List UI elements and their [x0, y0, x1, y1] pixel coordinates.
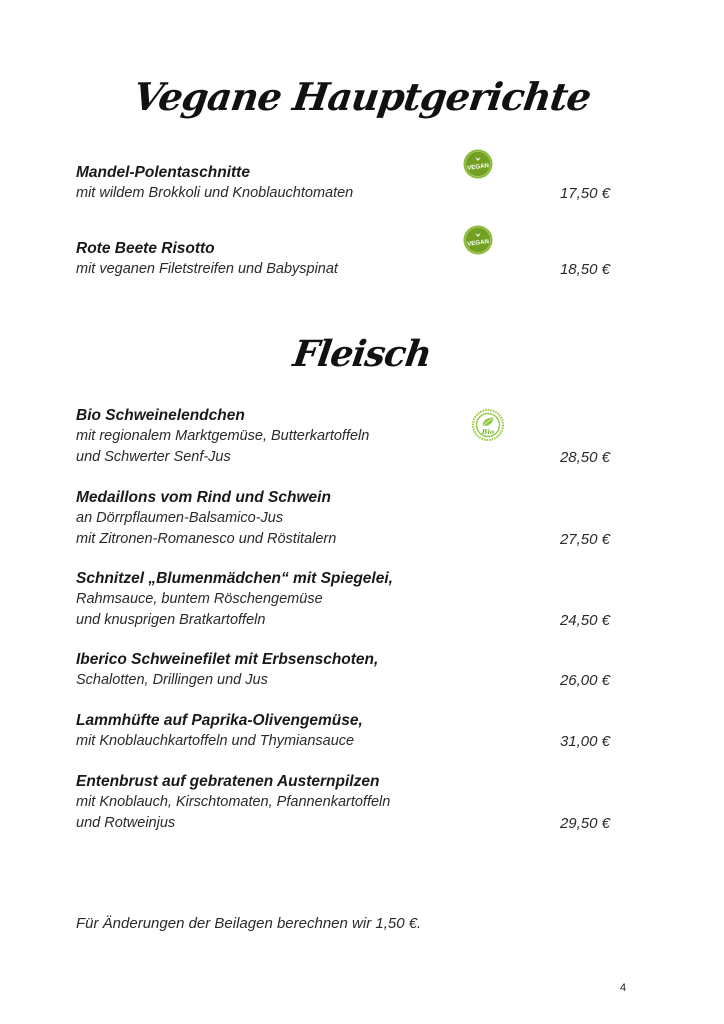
- vegan-badge-icon: [463, 149, 493, 179]
- item-price: 28,50 €: [559, 449, 610, 466]
- item-name: Rote Beete Risotto: [76, 240, 215, 257]
- menu-item: [76, 487, 610, 550]
- item-price: 31,00 €: [559, 733, 610, 750]
- item-description: und knusprigen Bratkartoffeln: [76, 612, 266, 628]
- item-description: und Rotweinjus: [76, 815, 176, 831]
- item-description: mit Zitronen-Romanesco und Röstitalern: [76, 531, 337, 547]
- menu-item: [76, 771, 610, 834]
- menu-item: [76, 568, 610, 631]
- item-price: 18,50 €: [559, 261, 610, 278]
- side-dish-change-note: Für Änderungen der Beilagen berechnen wir 1,50 €.: [76, 915, 422, 932]
- svg-text:VEGAN: VEGAN: [466, 237, 490, 248]
- item-description: mit Knoblauchkartoffeln und Thymiansauce: [76, 733, 355, 749]
- item-price: 17,50 €: [559, 185, 610, 202]
- bio-badge-icon: [472, 409, 504, 441]
- menu-item: [76, 162, 610, 204]
- vegan-badge-icon: [463, 225, 493, 255]
- item-name: Medaillons vom Rind und Schwein: [76, 489, 331, 506]
- item-name: Schnitzel „Blumenmädchen“ mit Spiegelei,: [76, 570, 393, 587]
- item-price: 29,50 €: [559, 815, 610, 832]
- item-name: Iberico Schweinefilet mit Erbsenschoten,: [76, 651, 379, 668]
- item-description: mit veganen Filetstreifen und Babyspinat: [76, 261, 338, 277]
- item-description: mit wildem Brokkoli und Knoblauchtomaten: [76, 185, 354, 201]
- section-title-vegan: Vegane Hauptgerichte: [130, 74, 594, 119]
- svg-text:VEGAN: VEGAN: [466, 161, 490, 172]
- item-description: mit Knoblauch, Kirschtomaten, Pfannenkartoffeln: [76, 794, 391, 810]
- item-name: Lammhüfte auf Paprika-Olivengemüse,: [76, 712, 363, 729]
- item-description: Schalotten, Drillingen und Jus: [76, 672, 268, 688]
- menu-item: [76, 238, 610, 280]
- svg-text:Bio: Bio: [481, 428, 495, 436]
- item-description: und Schwerter Senf-Jus: [76, 449, 231, 465]
- menu-item: [76, 710, 610, 752]
- item-name: Entenbrust auf gebratenen Austernpilzen: [76, 773, 380, 790]
- item-price: 24,50 €: [559, 612, 610, 629]
- section-title-fleisch: Fleisch: [290, 333, 434, 375]
- item-name: Bio Schweinelendchen: [76, 407, 245, 424]
- item-description: Rahmsauce, buntem Röschengemüse: [76, 591, 323, 607]
- item-description: mit regionalem Marktgemüse, Butterkartoffeln: [76, 428, 370, 444]
- menu-item: [76, 649, 610, 691]
- item-description: an Dörrpflaumen-Balsamico-Jus: [76, 510, 284, 526]
- item-price: 26,00 €: [559, 672, 610, 689]
- item-name: Mandel-Polentaschnitte: [76, 164, 250, 181]
- page-number: 4: [620, 982, 627, 994]
- menu-item: [76, 405, 610, 468]
- item-price: 27,50 €: [559, 531, 610, 548]
